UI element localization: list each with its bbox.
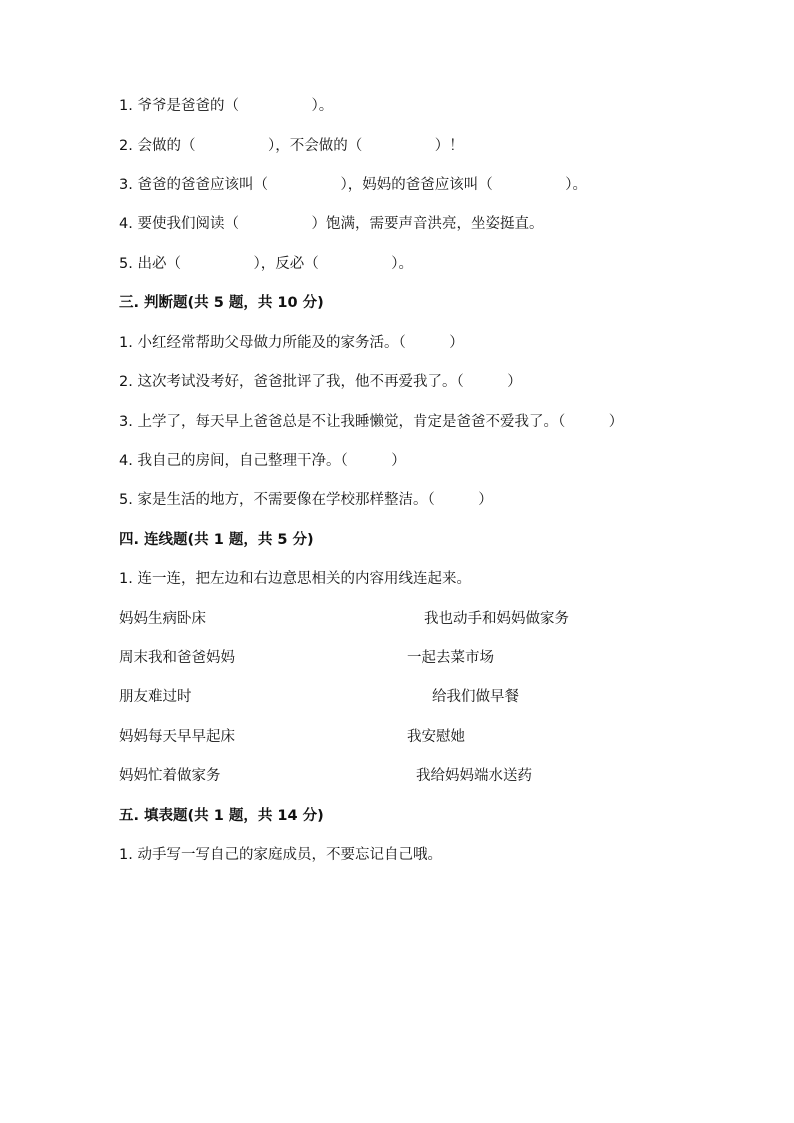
match-right-item: 一起去菜市场 <box>407 650 494 666</box>
match-question: 1. 连一连，把左边和右边意思相关的内容用线连起来。 <box>119 571 471 587</box>
match-left-item: 朋友难过时 <box>119 689 192 705</box>
judge-q5: 5. 家是生活的地方，不需要像在学校那样整洁。（ ） <box>119 492 493 508</box>
section-4-heading: 四. 连线题(共 1 题，共 5 分) <box>119 532 314 548</box>
match-right-item: 给我们做早餐 <box>432 689 519 705</box>
judge-q4: 4. 我自己的房间，自己整理干净。（ ） <box>119 453 406 469</box>
match-left-item: 周末我和爸爸妈妈 <box>119 650 235 666</box>
judge-q2: 2. 这次考试没考好，爸爸批评了我，他不再爱我了。（ ） <box>119 374 522 390</box>
match-right-item: 我安慰她 <box>407 729 465 745</box>
section-3-heading: 三. 判断题(共 5 题，共 10 分) <box>119 295 324 311</box>
judge-q1: 1. 小红经常帮助父母做力所能及的家务活。（ ） <box>119 335 464 351</box>
fill-blank-q2: 2. 会做的（ ），不会做的（ ）！ <box>119 138 464 154</box>
match-left-item: 妈妈生病卧床 <box>119 611 206 627</box>
fill-blank-q3: 3. 爸爸的爸爸应该叫（ ），妈妈的爸爸应该叫（ ）。 <box>119 177 587 193</box>
match-right-item: 我给妈妈端水送药 <box>416 768 532 784</box>
match-left-item: 妈妈每天早早起床 <box>119 729 235 745</box>
match-right-item: 我也动手和妈妈做家务 <box>424 611 569 627</box>
match-left-item: 妈妈忙着做家务 <box>119 768 221 784</box>
table-question: 1. 动手写一写自己的家庭成员，不要忘记自己哦。 <box>119 847 442 863</box>
fill-blank-q4: 4. 要使我们阅读（ ）饱满，需要声音洪亮，坐姿挺直。 <box>119 216 544 232</box>
fill-blank-q1: 1. 爷爷是爸爸的（ ）。 <box>119 98 334 114</box>
judge-q3: 3. 上学了，每天早上爸爸总是不让我睡懒觉，肯定是爸爸不爱我了。（ ） <box>119 414 624 430</box>
fill-blank-q5: 5. 出必（ ），反必（ ）。 <box>119 256 413 272</box>
section-5-heading: 五. 填表题(共 1 题，共 14 分) <box>119 808 324 824</box>
